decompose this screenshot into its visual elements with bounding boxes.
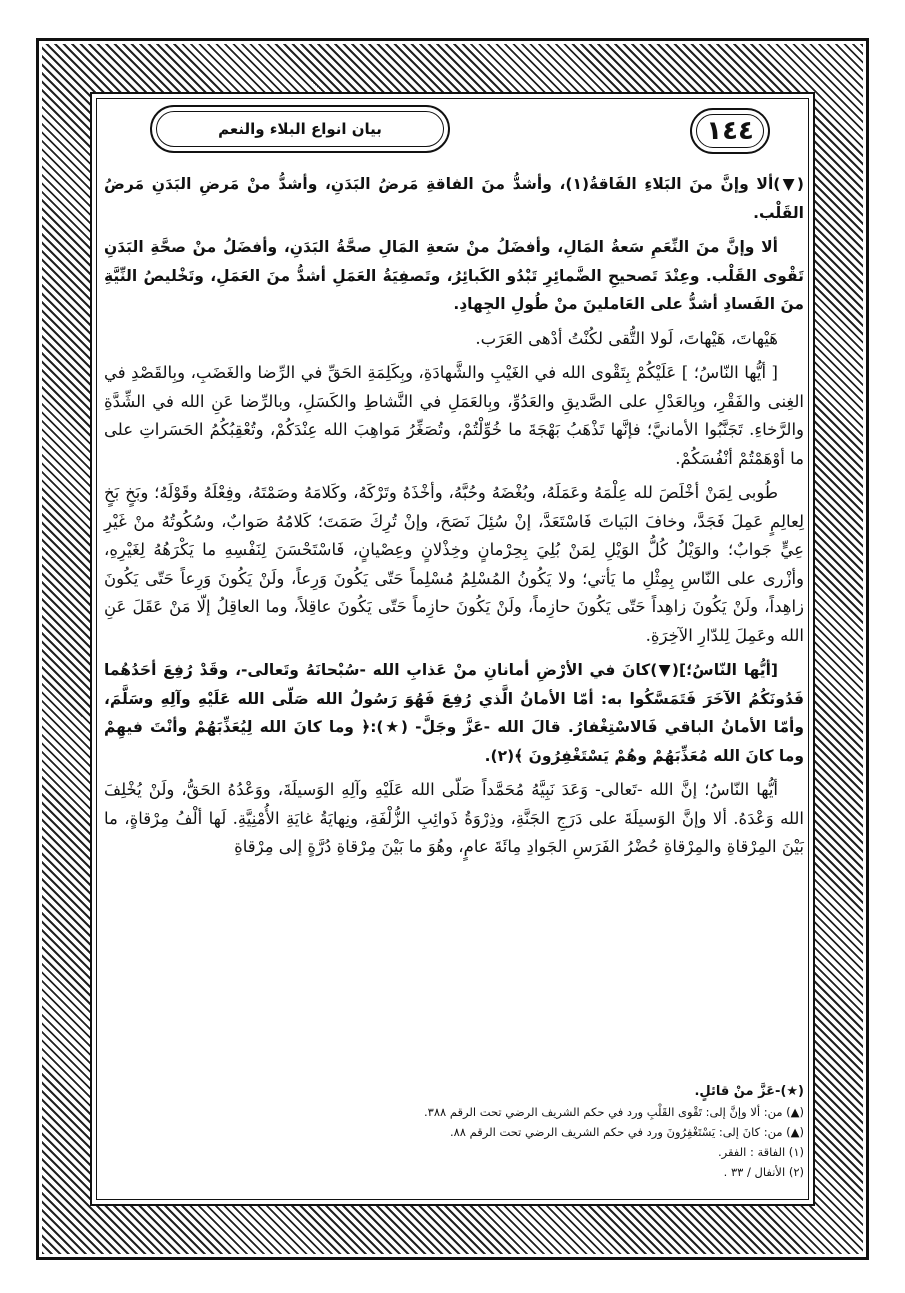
footnote-source-1: (▲) من: ألا وإنَّ إلى: تَقْوى القَلْبِ ورد في حكم الشريف الرضي تحت الرقم ٣٨٨.	[424, 1105, 804, 1119]
main-text	[104, 170, 804, 868]
footnote-star: (★)-عَزَّ منْ قائلٍ.	[694, 1084, 804, 1099]
footnotes	[104, 1082, 804, 1182]
paragraph-7: أيُّها النّاسُ؛ إنَّ الله -تَعالى- وَعَدَ نَبِيَّهُ مُحَمَّداً صَلّى الله عَلَيْهِ وآلِهِ الوَسيلَةَ، ووَعْدُهُ الحَقُّ، ولَنْ يُخْلِفَ الله وَعْدَهُ. ألا وإنَّ الوَسيلَةَ على دَرَجِ الجَنَّةِ، وذِرْوَةُ ذَوائِبِ الزُّلْفَةِ، ونِهايَةُ غايَةِ الأُمْنِيَّةِ. لَها ألْفُ مِرْقاةٍ، ما بَيْنَ المِرْقاةِ والمِرْقاةِ حُضْرُ الفَرَسِ الجَوادِ مِائَةَ عامٍ، وهُوَ ما بَيْنَ مِرْقاةِ دُرَّةٍ إلى مِرْقاةِ	[104, 780, 804, 856]
paragraph-5: طُوبى لِمَنْ أخْلَصَ لله عِلْمَهُ وعَمَلَهُ، وبُغْضَهُ وحُبَّهُ، وأخْذَهُ وتَرْكَهُ، وكَلامَهُ وصَمْتَهُ، وفِعْلَهُ وقَوْلَهُ؛ وبَخٍ بَخٍ لِعالِمٍ عَمِلَ فَجَدَّ، وخافَ البَياتَ فَاسْتَعَدَّ، إنْ سُئِلَ نَصَحَ، وإنْ تُرِكَ صَمَتَ؛ كَلامُهُ صَوابٌ، وسُكُوتُهُ منْ غَيْرِ عِيٍّ جَوابٌ؛ والوَيْلُ كُلُّ الوَيْلِ لِمَنْ بُلِيَ بِحِرْمانٍ وخِذْلانٍ وعِصْيانٍ، فَاسْتَحْسَنَ لِنَفْسِهِ ما يَكْرَهُهُ لِغَيْرِهِ، وأزْرى على النّاسِ بِمِثْلِ ما يَأتي؛ ولا يَكُونُ المُسْلِمُ مُسْلِماً حَتّى يَكُونَ وَرِعاً، ولَنْ يَكُونَ وَرِعاً حَتّى يَكُونَ زاهِداً، ولَنْ يَكُونَ زاهِداً حَتّى يَكُونَ حازِماً، ولَنْ يَكُونَ حازِماً حَتّى يَكُونَ عاقِلاً، وما العاقِلُ إلّا مَنْ عَقَلَ عَنِ الله وعَمِلَ لِلدّارِ الآخِرَةِ.	[104, 483, 804, 645]
footnote-2: (٢) الأنفال / ٣٣ .	[723, 1165, 804, 1179]
page-number-badge	[690, 108, 770, 154]
footnote-source-2: (▲) من: كانَ إلى: يَسْتَغْفِرُونَ ورد في حكم الشريف الرضي تحت الرقم ٨٨.	[449, 1125, 804, 1139]
footnote-1: (١) الفاقة : الفقر.	[717, 1145, 804, 1159]
section-title: بيان انواع البلاء والنعم	[218, 120, 382, 138]
paragraph-1: (▼)ألا وإنَّ منَ البَلاءِ الفَاقةُ(١)، وأشدُّ منَ الفاقةِ مَرضُ البَدَنِ، وأشدُّ منْ مَرضِ البَدَنِ مَرضُ القَلْب.	[104, 175, 804, 222]
page-number: ١٤٤	[706, 116, 754, 146]
paragraph-3: هَيْهاتَ، هَيْهاتَ، لَولا التُّقى لكُنْتُ أدْهى العَرَب.	[475, 328, 778, 348]
paragraph-2: ألا وإنَّ منَ النِّعَمِ سَعةُ المَالِ، وأفضَلُ منْ سَعةِ المَالِ صحَّةُ البَدَنِ، وأفضَلُ منْ صحَّةِ البَدَنِ تَقْوى القَلْب. وعِنْدَ تَصحيحِ الضَّمائِرِ تَبْدُو الكَبائِرُ، وتَصفِيَةُ العَمَلِ أشدُّ منَ العَمَلِ، وتَخْليصُ النِّيَّةِ منَ الفَسادِ أشدُّ على العَاملينَ منْ طُولِ الجِهادِ.	[104, 238, 804, 313]
paragraph-6: [أيُّها النّاسُ؛](▼)كانَ في الأرْضِ أمانانِ منْ عَذابِ الله -سُبْحانَهُ وتَعالى-، وقَدْ رُفِعَ أحَدُهُما فَدُونَكُمُ الآخَرَ فَتَمَسَّكُوا به: أمّا الأمانُ الَّذي رُفِعَ فَهُوَ رَسُولُ الله صَلّى الله عَلَيْهِ وآلِهِ وسَلَّمَ، وأمّا الأمانُ الباقي فَالاسْتِغْفارُ. قالَ الله -عَزَّ وجَلَّ- (★):﴿ وما كانَ الله لِيُعَذِّبَهُمْ وأنْتَ فيهِمْ وما كانَ الله مُعَذِّبَهُمْ وهُمْ يَسْتَغْفِرُونَ ﴾(٢).	[104, 661, 804, 765]
paragraph-4: [ أيُّها النّاسُ؛ ] عَلَيْكُمْ بِتَقْوى الله في الغَيْبِ والشَّهادَةِ، وبِكَلِمَةِ الحَقِّ في الرِّضا والغَضَبِ، وبِالقَصْدِ في الغِنى والفَقْرِ، وبِالعَدْلِ على الصَّديقِ والعَدُوِّ، وبِالعَمَلِ في النَّشاطِ والكَسَلِ، وبالرِّضا عَنِ الله في الشِّدَّةِ والرَّخاءِ. تَجَنَّبُوا الأمانيَّ؛ فإنَّها تَذْهَبُ بَهْجَةَ ما خُوِّلْتُمْ، وتُصَغِّرُ مَواهِبَ الله عِنْدَكُمْ، وتُعْقِبُكُمُ الحَسَراتِ على ما أوْهَمْتُمْ أنْفُسَكُمْ.	[104, 363, 804, 468]
section-title-badge	[150, 105, 450, 153]
